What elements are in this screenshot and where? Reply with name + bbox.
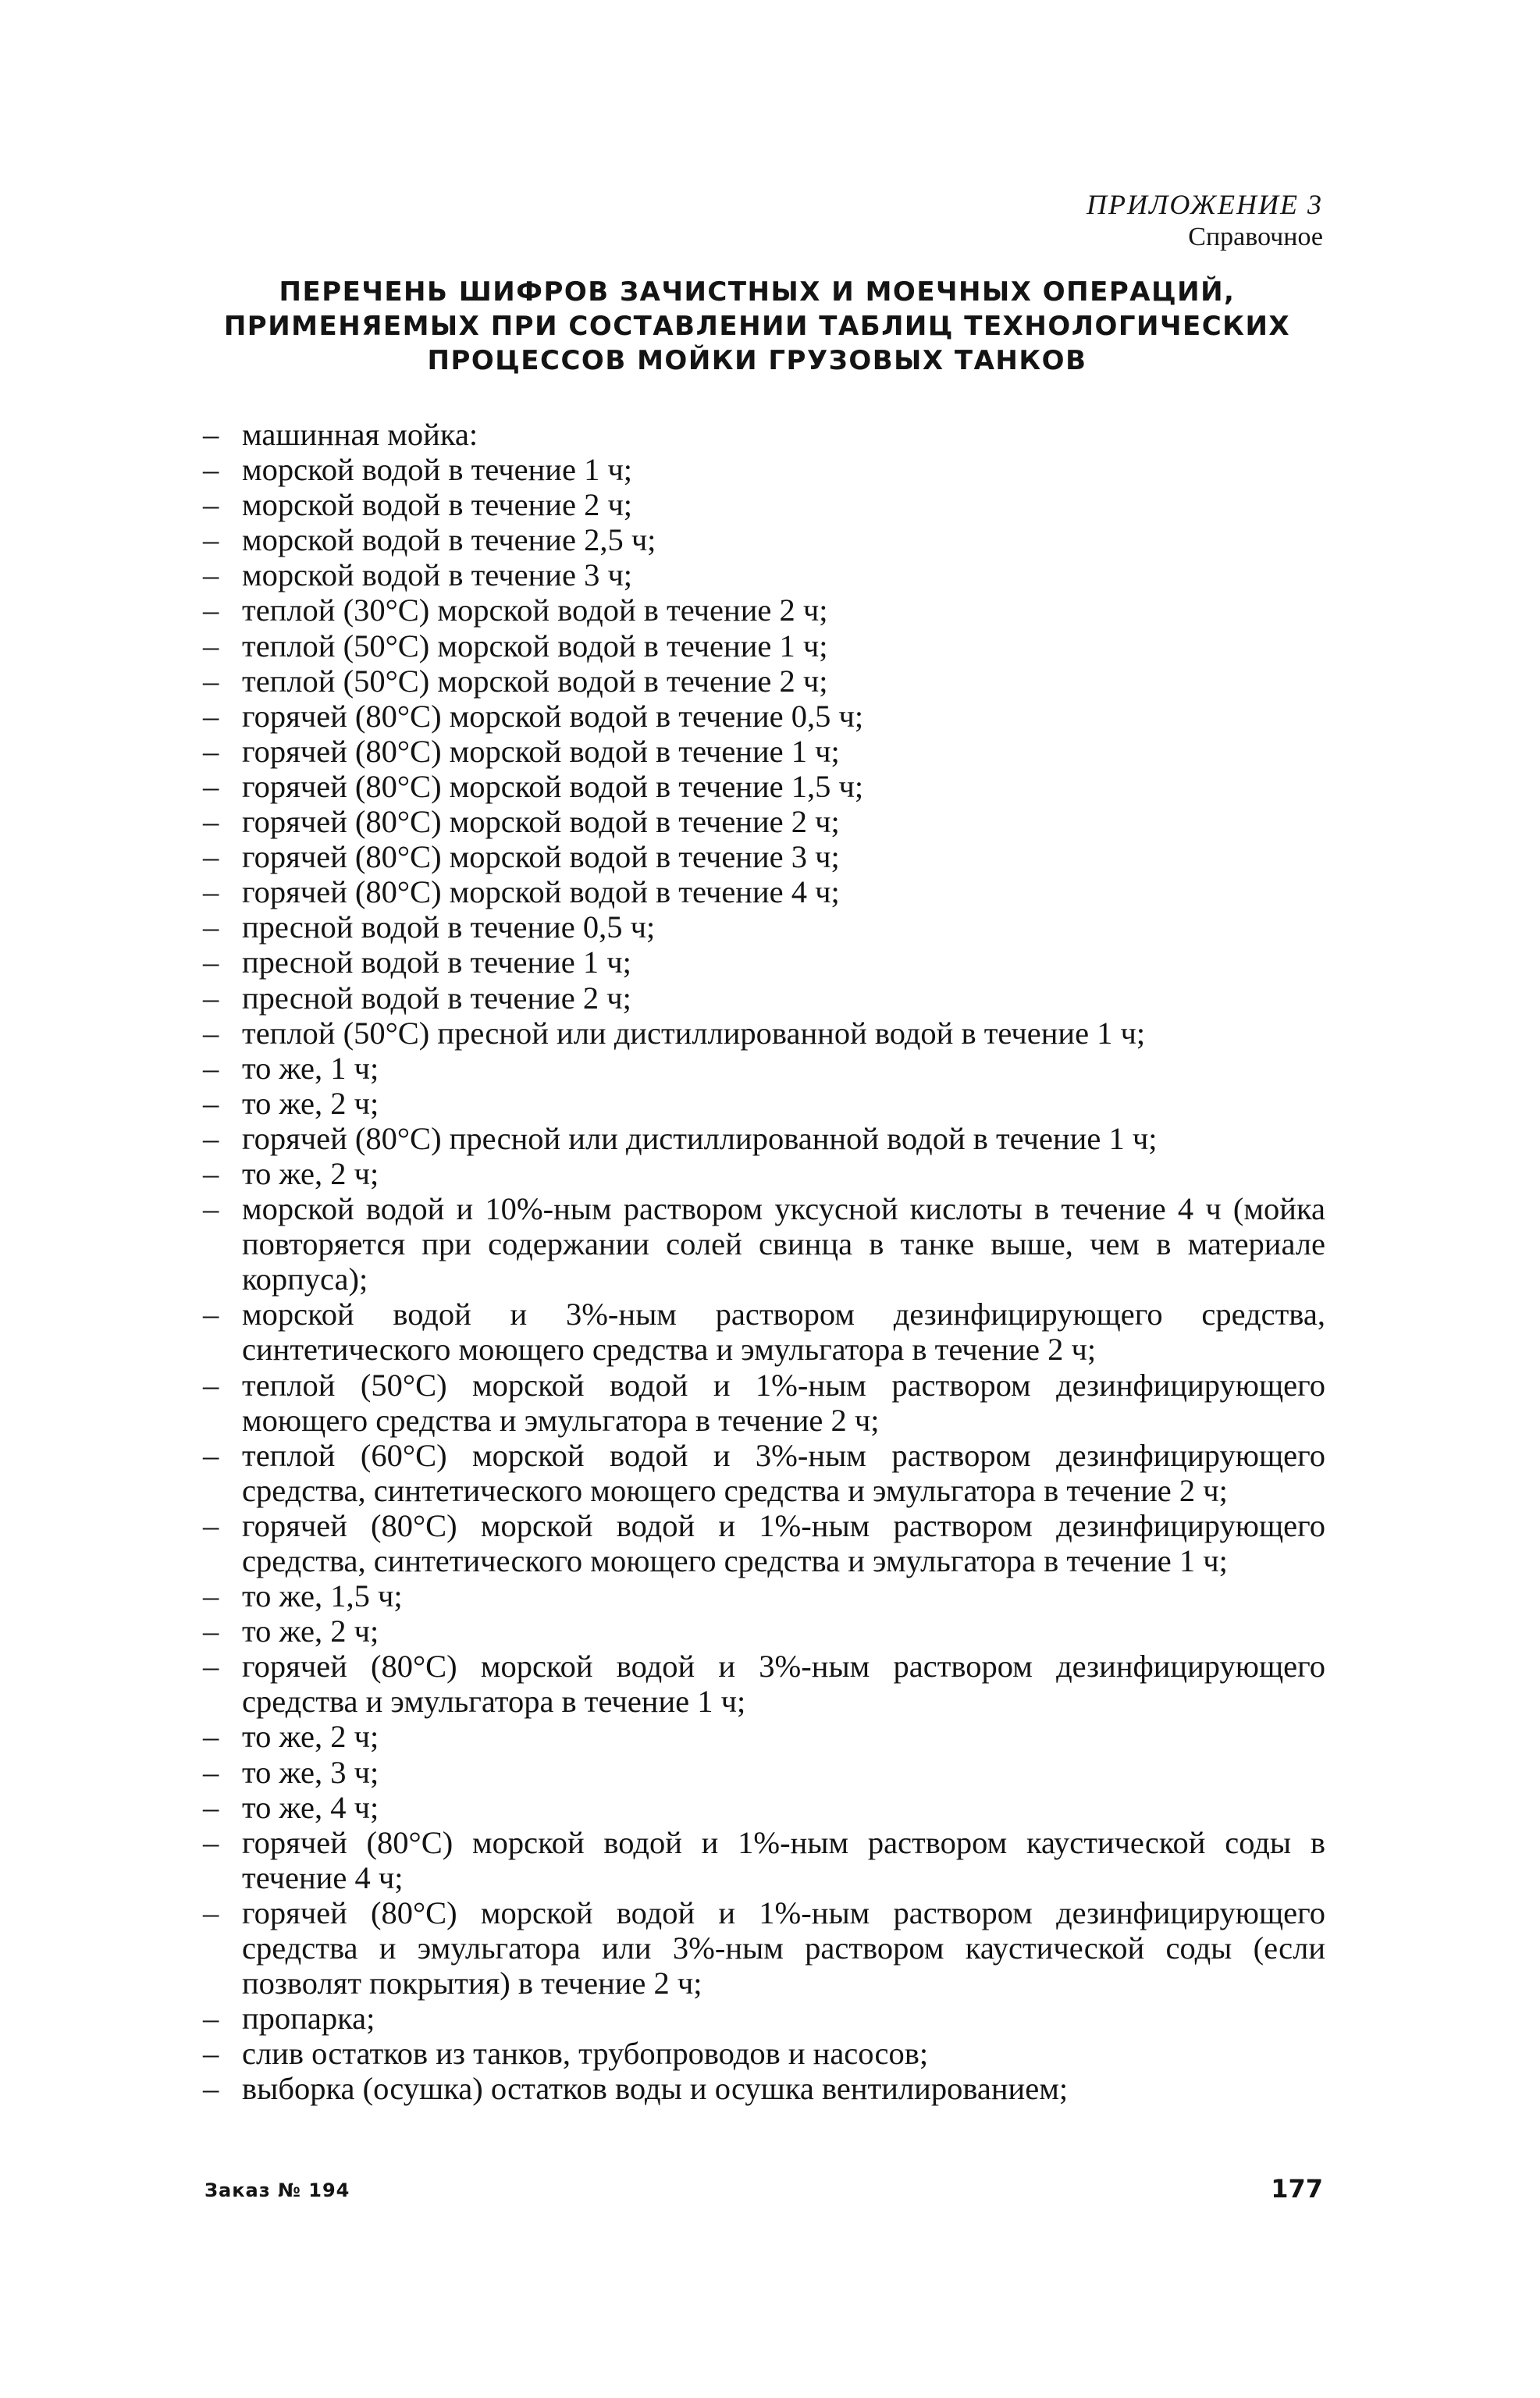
list-dash: – (203, 522, 219, 558)
list-dash: – (203, 1120, 219, 1156)
page-title-line: ПЕРЕЧЕНЬ ШИФРОВ ЗАЧИСТНЫХ И МОЕЧНЫХ ОПЕРАЦИЙ, (279, 276, 1236, 308)
list-item (203, 2036, 1325, 2071)
list-dash: – (203, 592, 219, 628)
list-item (203, 452, 1325, 487)
list-dash: – (203, 663, 219, 699)
list-item-text: теплой (50°C) морской водой в течение 2 ч; (242, 663, 828, 699)
list-item (203, 522, 1325, 557)
list-item (203, 2071, 1325, 2106)
list-item (203, 1121, 1325, 1156)
operations-list (203, 417, 1325, 2107)
list-item (203, 1086, 1325, 1121)
list-item-text: пресной водой в течение 1 ч; (242, 945, 631, 980)
list-dash: – (203, 733, 219, 769)
list-item (203, 487, 1325, 522)
list-item-text: пресной водой в течение 0,5 ч; (242, 909, 656, 945)
list-dash: – (203, 487, 219, 523)
list-item (203, 1719, 1325, 1754)
list-item (203, 1438, 1325, 1508)
list-item-text: машинная мойка: (242, 417, 478, 452)
list-dash: – (203, 628, 219, 664)
list-dash: – (203, 1824, 219, 1860)
list-item (203, 1368, 1325, 1438)
list-dash: – (203, 1015, 219, 1051)
list-item-text: выборка (осушка) остатков воды и осушка вентилированием; (242, 2071, 1069, 2107)
list-item (203, 592, 1325, 628)
list-item-text: то же, 2 ч; (242, 1719, 379, 1755)
list-dash: – (203, 839, 219, 875)
list-item-text: горячей (80°C) морской водой и 1%-ным раствором каустической соды в течение 4 ч; (242, 1824, 1325, 1895)
list-dash: – (203, 1613, 219, 1649)
list-item (203, 1051, 1325, 1086)
list-item (203, 1191, 1325, 1297)
list-item (203, 980, 1325, 1016)
page-title-line: ПРИМЕНЯЕМЫХ ПРИ СОСТАВЛЕНИИ ТАБЛИЦ ТЕХНОЛОГИЧЕСКИХ (223, 311, 1291, 342)
list-dash: – (203, 2071, 219, 2107)
page-title (180, 275, 1335, 378)
list-item (203, 839, 1325, 874)
list-item-text: горячей (80°C) морской водой и 1%-ным раствором дезинфицирующего средства, синтетического моющего средства и эмульгатора в течение 1 ч; (242, 1507, 1325, 1578)
list-dash: – (203, 557, 219, 593)
list-item-text: морской водой в течение 2,5 ч; (242, 522, 656, 558)
list-item (203, 1895, 1325, 2001)
page-title-line: ПРОЦЕССОВ МОЙКИ ГРУЗОВЫХ ТАНКОВ (427, 345, 1087, 376)
list-dash: – (203, 874, 219, 910)
list-dash: – (203, 698, 219, 734)
list-dash: – (203, 2001, 219, 2037)
list-item (203, 699, 1325, 734)
list-item-text: то же, 2 ч; (242, 1085, 379, 1121)
list-item (203, 734, 1325, 769)
list-item-text: морской водой в течение 2 ч; (242, 487, 633, 523)
list-item-text: морской водой в течение 1 ч; (242, 452, 633, 488)
list-item-text: морской водой и 3%-ным раствором дезинфицирующего средства, синтетического моющего средства и эмульгатора в течение 2 ч; (242, 1297, 1325, 1368)
list-item (203, 769, 1325, 804)
list-dash: – (203, 1437, 219, 1473)
list-item-text: теплой (60°C) морской водой и 3%-ным раствором дезинфицирующего средства, синтетического моющего средства и эмульгатора в течение 2 ч; (242, 1437, 1325, 1508)
list-item (203, 945, 1325, 980)
list-item (203, 874, 1325, 909)
list-dash: – (203, 980, 219, 1016)
list-item-text: теплой (50°C) пресной или дистиллированной водой в течение 1 ч; (242, 1015, 1146, 1051)
list-item-text: горячей (80°C) морской водой в течение 3 ч; (242, 839, 840, 875)
list-item-text: морской водой и 10%-ным раствором уксусной кислоты в течение 4 ч (мойка повторяется при содержании солей свинца в танке выше, чем в материале корпуса); (242, 1191, 1325, 1297)
list-item (203, 804, 1325, 839)
list-item-text: то же, 1,5 ч; (242, 1578, 403, 1614)
list-item-text: горячей (80°C) морской водой в течение 2 ч; (242, 804, 840, 840)
list-item-text: то же, 3 ч; (242, 1754, 379, 1790)
list-item-text: то же, 2 ч; (242, 1155, 379, 1191)
list-dash: – (203, 452, 219, 488)
appendix-type: Справочное (1188, 222, 1323, 251)
list-dash: – (203, 417, 219, 452)
list-item (203, 557, 1325, 592)
list-item-text: теплой (30°C) морской водой в течение 2 ч; (242, 592, 828, 628)
order-number: Заказ № 194 (205, 2179, 350, 2201)
list-dash: – (203, 1191, 219, 1227)
list-dash: – (203, 804, 219, 840)
list-item (203, 1156, 1325, 1191)
page-number: 177 (1271, 2174, 1323, 2204)
list-item (203, 1825, 1325, 1895)
list-item (203, 1508, 1325, 1578)
list-item-text: то же, 1 ч; (242, 1050, 379, 1086)
list-item-text: горячей (80°C) морской водой и 1%-ным раствором дезинфицирующего средства и эмульгатора или 3%-ным раствором каустической соды (если позволят покрытия) в течение 2 ч; (242, 1895, 1325, 2001)
list-item (203, 2001, 1325, 2036)
list-dash: – (203, 1754, 219, 1790)
list-item (203, 1578, 1325, 1613)
list-item-text: теплой (50°C) морской водой в течение 1 ч; (242, 628, 828, 664)
list-dash: – (203, 1507, 219, 1543)
list-item-text: горячей (80°C) морской водой в течение 0,5 ч; (242, 698, 864, 734)
list-item-text: горячей (80°C) морской водой в течение 1 ч; (242, 733, 840, 769)
list-item (203, 1016, 1325, 1051)
list-item (203, 909, 1325, 945)
list-item (203, 417, 1325, 452)
list-dash: – (203, 909, 219, 945)
list-item-text: пресной водой в течение 2 ч; (242, 980, 631, 1016)
list-item (203, 1755, 1325, 1790)
list-item (203, 1297, 1325, 1367)
list-item-text: пропарка; (242, 2001, 375, 2037)
list-item (203, 1613, 1325, 1649)
list-dash: – (203, 1297, 219, 1332)
list-dash: – (203, 768, 219, 804)
list-dash: – (203, 1085, 219, 1121)
list-item-text: горячей (80°C) морской водой и 3%-ным раствором дезинфицирующего средства и эмульгатора в течение 1 ч; (242, 1649, 1325, 1720)
list-item (203, 664, 1325, 699)
list-dash: – (203, 2036, 219, 2072)
list-dash: – (203, 945, 219, 980)
list-item (203, 1790, 1325, 1825)
list-item (203, 628, 1325, 664)
list-item-text: горячей (80°C) морской водой в течение 1,5 ч; (242, 768, 864, 804)
list-item-text: то же, 2 ч; (242, 1613, 379, 1649)
list-dash: – (203, 1578, 219, 1614)
list-item-text: горячей (80°C) морской водой в течение 4 ч; (242, 874, 840, 910)
list-dash: – (203, 1649, 219, 1685)
list-dash: – (203, 1789, 219, 1825)
list-item (203, 1649, 1325, 1719)
list-dash: – (203, 1155, 219, 1191)
list-item-text: теплой (50°C) морской водой и 1%-ным раствором дезинфицирующего моющего средства и эмульгатора в течение 2 ч; (242, 1367, 1325, 1438)
appendix-label: ПРИЛОЖЕНИЕ 3 (1087, 189, 1323, 220)
list-dash: – (203, 1719, 219, 1755)
list-item-text: слив остатков из танков, трубопроводов и насосов; (242, 2036, 929, 2072)
list-dash: – (203, 1367, 219, 1403)
list-item-text: морской водой в течение 3 ч; (242, 557, 633, 593)
list-dash: – (203, 1050, 219, 1086)
list-dash: – (203, 1895, 219, 1930)
list-item-text: горячей (80°C) пресной или дистиллированной водой в течение 1 ч; (242, 1120, 1158, 1156)
list-item-text: то же, 4 ч; (242, 1789, 379, 1825)
